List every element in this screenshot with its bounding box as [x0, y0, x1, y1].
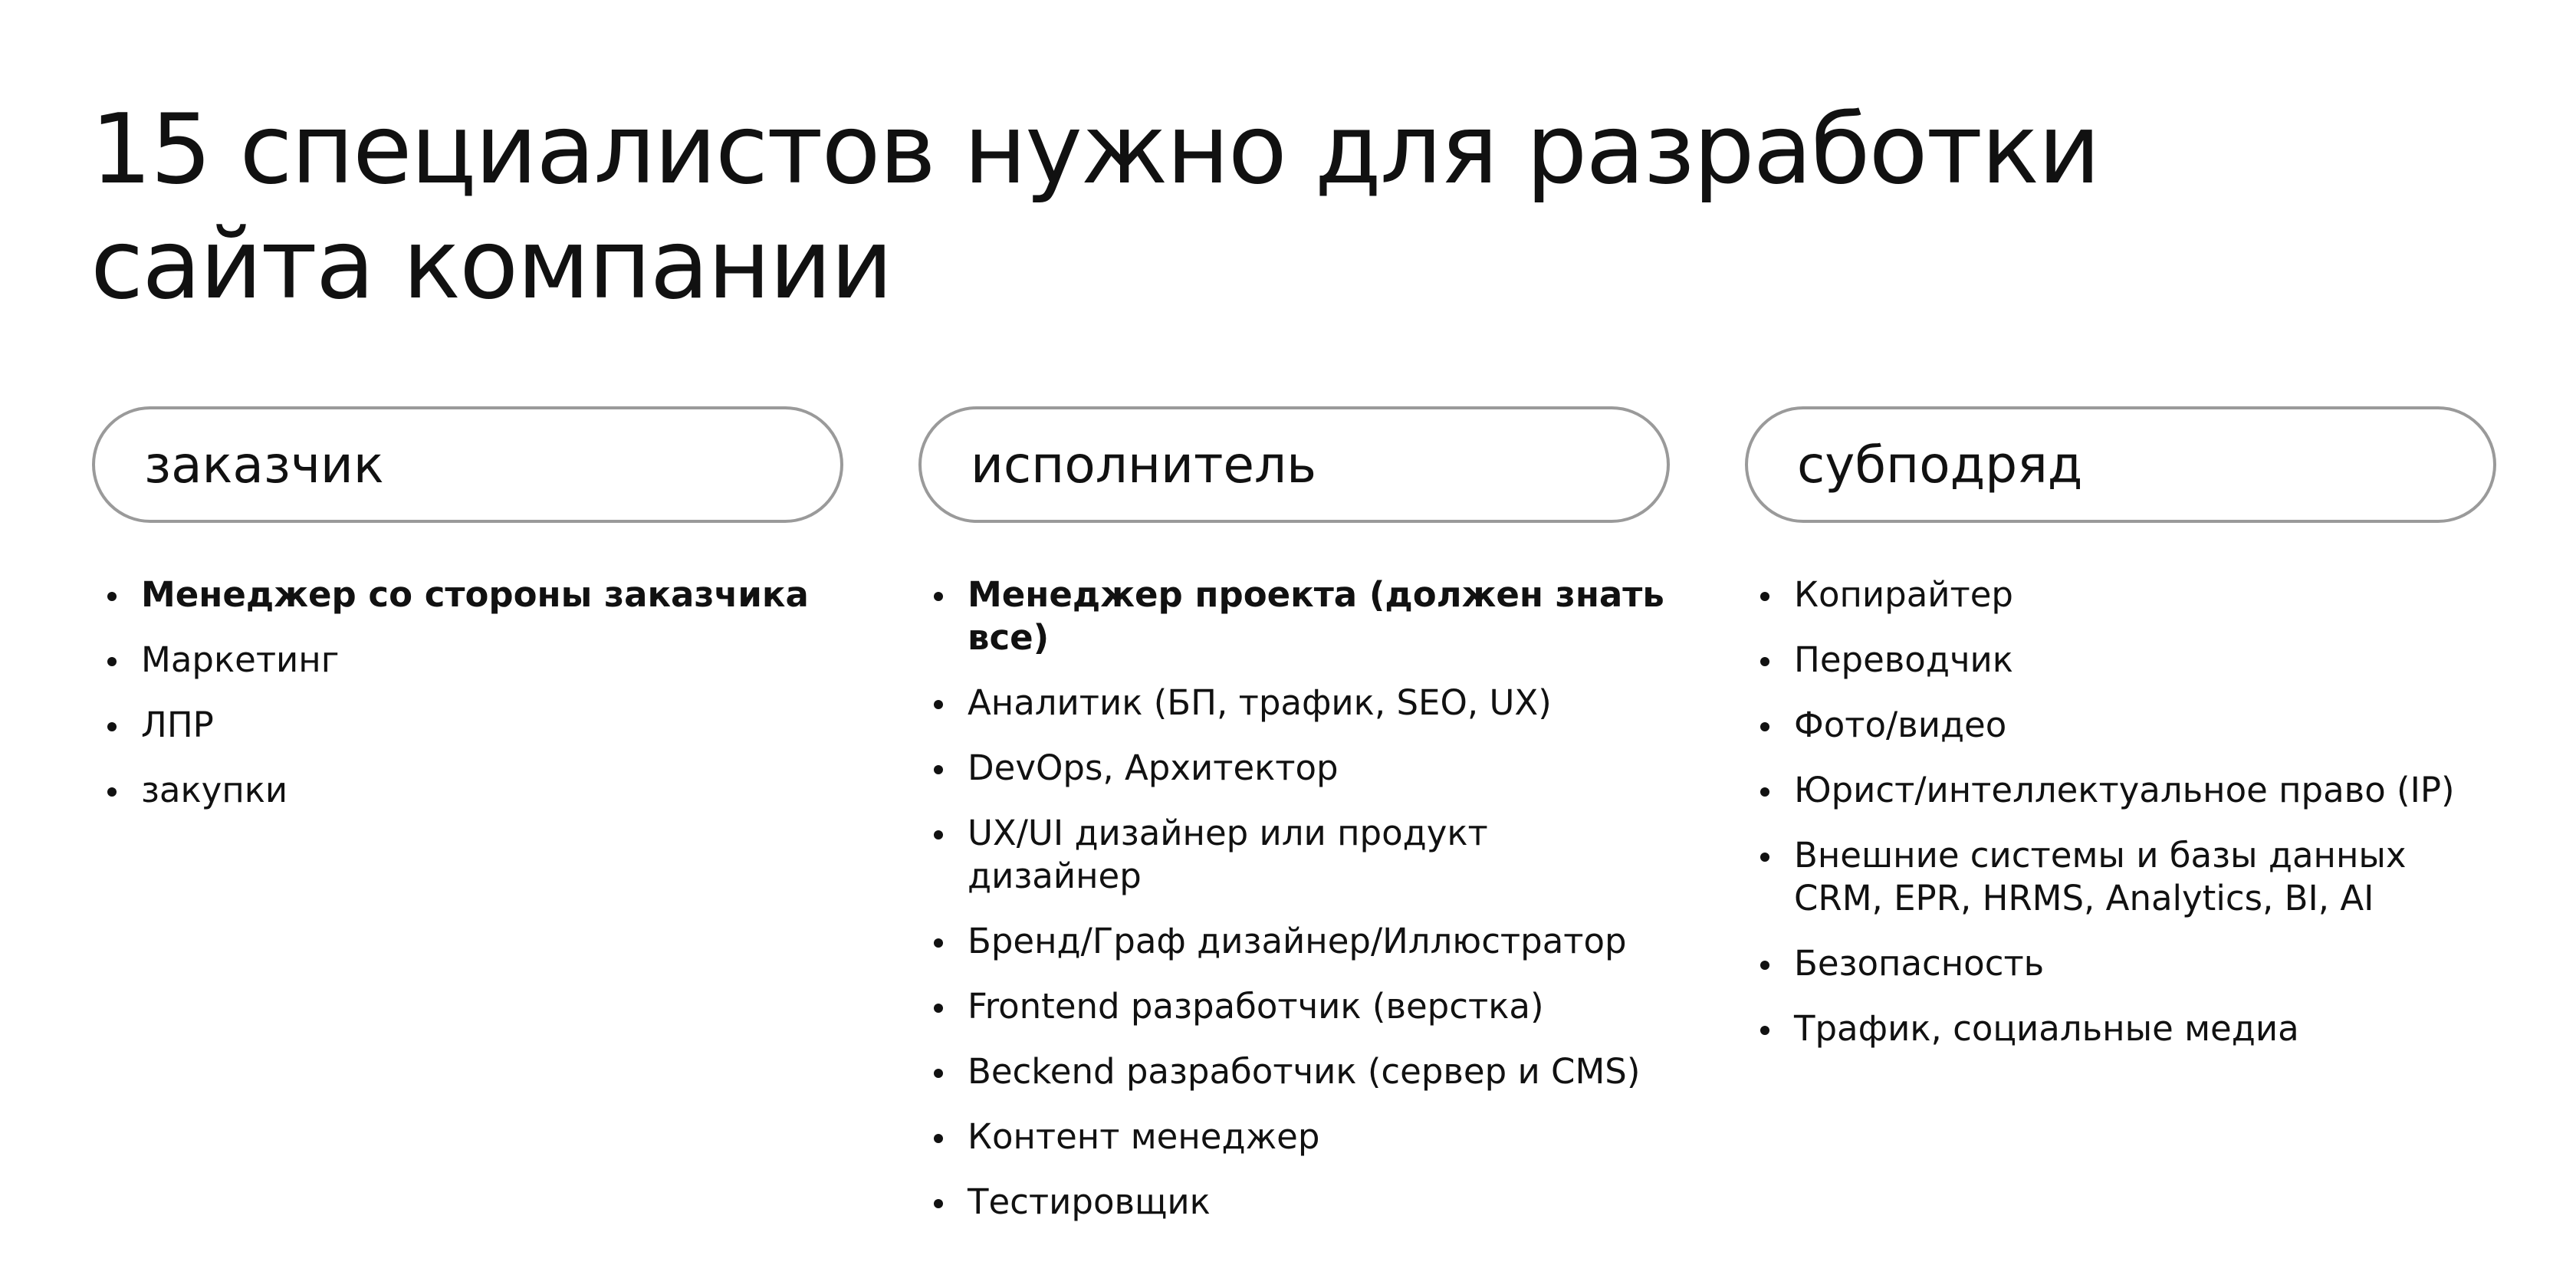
- list-item: [918, 985, 1670, 1028]
- column-subcontract: [1745, 406, 2496, 1073]
- bullet-list: [1745, 573, 2496, 1050]
- column-customer: [92, 406, 843, 834]
- list-item: [918, 573, 1670, 659]
- list-item-text: Внешние системы и базы данных: [1794, 835, 2407, 876]
- list-item-text: Юрист/интеллектуальное право (IP): [1794, 770, 2455, 810]
- list-item-text: Фото/видео: [1794, 705, 2007, 745]
- list-item: [1745, 1007, 2496, 1050]
- list-item: [1745, 573, 2496, 616]
- list-item-text: ЛПР: [141, 705, 214, 745]
- list-item-text: DevOps, Архитектор: [968, 748, 1339, 788]
- category-pill-customer: [92, 406, 843, 523]
- list-item-text: Безопасность: [1794, 943, 2045, 984]
- list-item-text: Бренд/Граф дизайнер/Иллюстратор: [968, 921, 1627, 961]
- list-item: [918, 747, 1670, 790]
- list-item: [92, 573, 843, 616]
- list-item: [92, 639, 843, 682]
- list-item-text: закупки: [141, 770, 288, 810]
- bullet-list: [92, 573, 843, 812]
- list-item: [918, 1181, 1670, 1224]
- category-pill-contractor: [918, 406, 1670, 523]
- list-item: [918, 812, 1670, 898]
- list-item: [918, 1050, 1670, 1093]
- list-item-text: Менеджер со стороны заказчика: [141, 574, 809, 615]
- category-pill-subcontract: [1745, 406, 2496, 523]
- list-item: [1745, 942, 2496, 985]
- list-item-text: Контент менеджер: [968, 1116, 1320, 1157]
- page-title: 15 специалистов нужно для разработки сайта компании: [90, 93, 2099, 320]
- column-contractor: [918, 406, 1670, 1246]
- category-label: субподряд: [1797, 435, 2083, 495]
- list-item: [918, 1116, 1670, 1158]
- bullet-list: [918, 573, 1670, 1224]
- list-item-text: Frontend разработчик (верстка): [968, 986, 1544, 1027]
- list-item-text: Копирайтер: [1794, 574, 2013, 615]
- list-item: [918, 920, 1670, 963]
- list-item-text: Трафик, социальные медиа: [1794, 1008, 2299, 1049]
- category-label: исполнитель: [971, 435, 1317, 495]
- list-item-text: Beckend разработчик (сервер и CMS): [968, 1051, 1641, 1092]
- list-item: [1745, 834, 2496, 920]
- list-item: [918, 682, 1670, 724]
- list-item-subtext: CRM, EPR, HRMS, Analytics, BI, AI: [1794, 878, 2374, 918]
- list-item: [92, 704, 843, 747]
- list-item-text: Менеджер проекта (должен знать все): [968, 574, 1664, 658]
- list-item: [1745, 704, 2496, 747]
- list-item-text: UX/UI дизайнер или продукт дизайнер: [968, 813, 1488, 896]
- list-item-text: Маркетинг: [141, 639, 340, 680]
- list-item-text: Переводчик: [1794, 639, 2013, 680]
- list-item: [92, 769, 843, 812]
- list-item: [1745, 639, 2496, 682]
- list-item: [1745, 769, 2496, 812]
- list-item-text: Тестировщик: [968, 1181, 1211, 1222]
- category-label: заказчик: [144, 435, 384, 495]
- list-item-text: Аналитик (БП, трафик, SEO, UX): [968, 682, 1552, 723]
